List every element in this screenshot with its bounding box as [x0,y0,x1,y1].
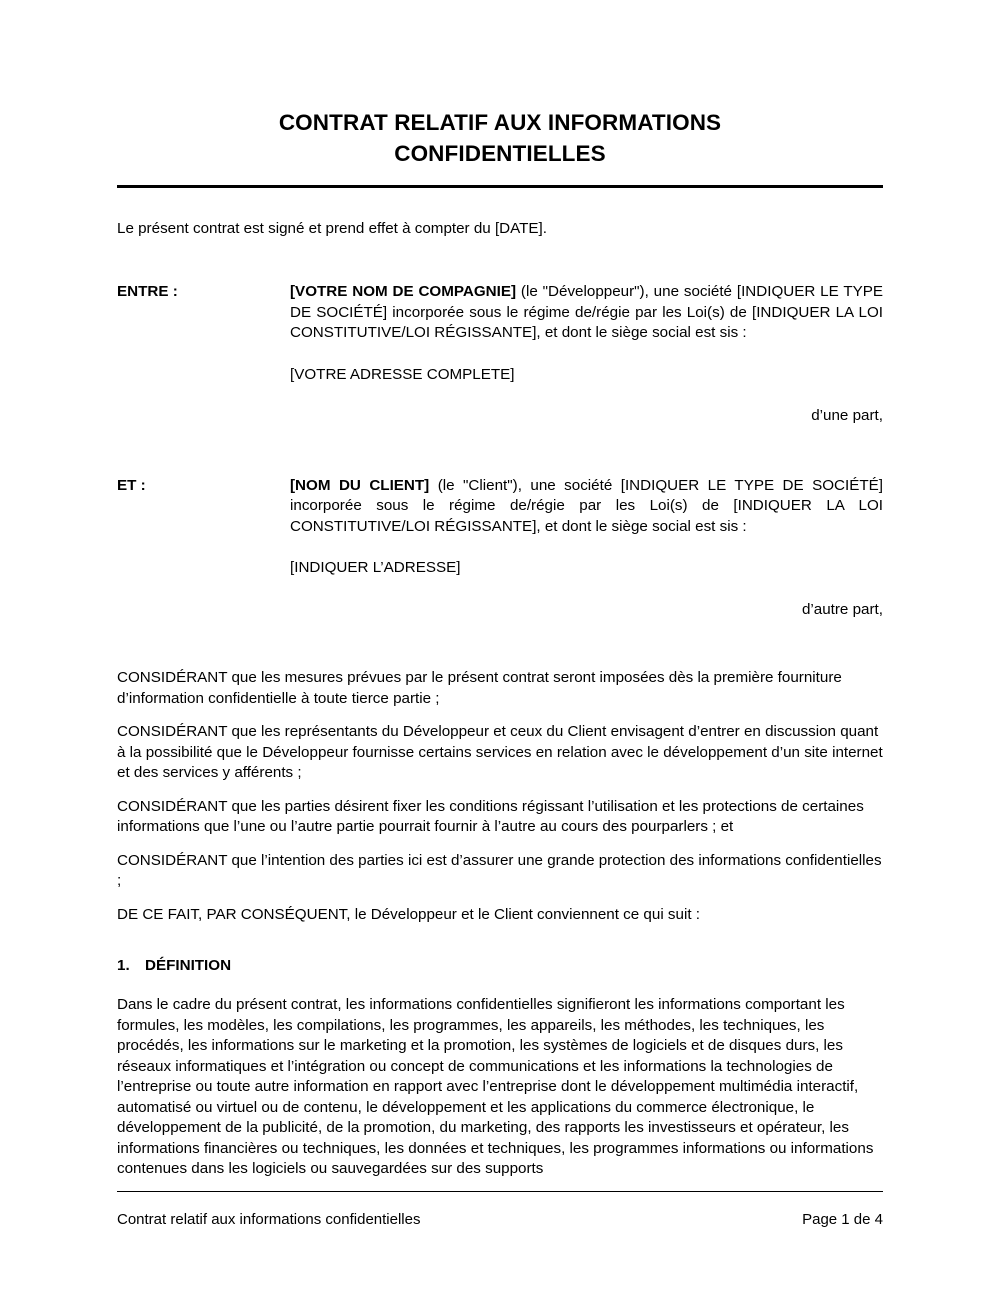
recital-paragraph: CONSIDÉRANT que l’intention des parties ici est d’assurer une grande protection des informations confidentielles ; [117,851,882,889]
footer-divider [117,1191,883,1192]
party-address-et: [INDIQUER L’ADRESSE] [290,559,461,576]
footer-document-name: Contrat relatif aux informations confidentielles [117,1211,421,1228]
section-number-1: 1. [117,957,130,974]
footer-row [117,1200,883,1229]
page-title [117,0,883,169]
party-address-entre: [VOTRE ADRESSE COMPLETE] [290,365,515,383]
page-footer [117,1183,883,1229]
section-body-1: Dans le cadre du présent contrat, les informations confidentielles signifieront les informations comportant les formules, les modèles, les compilations, les programmes, les appareils, les méthodes, les techniques, les procédés, les informations sur le marketing et la promotion, les systèmes de logiciels et de disques durs, les réseaux informatiques et l’intégration ou concept de communications et les informations la technologies de l’entreprise ou toute autre information en rapport avec l’entreprise dont le développement multimédia interactif, automatisé ou virtuel ou de contenu, le développement et les applications du commerce électronique, le développement de la publicité, de la promotion, du marketing, des rapports les investisseurs et opérateur, les informations financières ou techniques, les données et techniques, les programmes informations ou informations contenues dans les logiciels ou sauvegardées sur des supports [117,996,874,1177]
recital-paragraph: CONSIDÉRANT que les représentants du Développeur et ceux du Client envisagent d’entrer en discussion quant à la possibilité que le Développeur fournisse certains services en relation avec le développement d’un site internet et des services y afférents ; [117,723,883,781]
recitals-block [117,620,883,925]
title-divider [117,185,883,188]
document-content [117,0,883,1180]
page-title-line-1: CONTRAT RELATIF AUX INFORMATIONS [278,110,722,135]
page-title-line-2: CONFIDENTIELLES [394,141,606,166]
party-label-et: ET : [117,476,146,494]
intro-paragraph: Le présent contrat est signé et prend effet à compter du [DATE]. [117,220,547,237]
section-title-1: DÉFINITION [145,957,232,974]
section-heading-1 [117,925,883,974]
party-description-text-entre: (le "Développeur"), une société [INDIQUER LE TYPE DE SOCIÉTÉ] incorporée sous le régime de/régie par les Loi(s) de [INDIQUER LA LOI CONSTITUTIVE/LOI RÉGISSANTE], et dont le siège social est sis : [290,283,884,341]
recital-paragraph: DE CE FAIT, PAR CONSÉQUENT, le Développeur et le Client conviennent ce qui suit : [117,905,700,923]
recital-paragraph: CONSIDÉRANT que les parties désirent fixer les conditions régissant l’utilisation et les protections de certaines informations que l’une ou l’autre partie pourrait fournir à l’autre au cours des pourparlers ; et [117,797,864,835]
party-part-et: d’autre part, [801,600,883,618]
recital-paragraph: CONSIDÉRANT que les mesures prévues par le présent contrat seront imposées dès la première fourniture d’information confidentielle à toute tierce partie ; [117,669,842,707]
party-label-entre: ENTRE : [117,283,178,300]
party-description-entre [290,282,883,344]
party-block-entre [117,239,883,427]
party-description-et [290,476,883,538]
party-name-entre: [VOTRE NOM DE COMPAGNIE] [290,283,517,300]
party-name-et: [NOM DU CLIENT] [290,476,430,494]
party-description-text-et: (le "Client"), une société [INDIQUER LE TYPE DE SOCIÉTÉ] incorporée sous le régime de/régie par les Loi(s) de [INDIQUER LA LOI CONSTITUTIVE/LOI RÉGISSANTE], et dont le siège social est sis : [290,476,883,535]
party-part-entre: d’une part, [811,407,883,424]
footer-page-number: Page 1 de 4 [802,1211,883,1228]
party-block-et [117,427,883,621]
